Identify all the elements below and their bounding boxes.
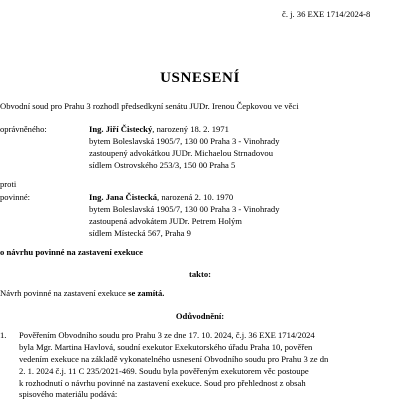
debtor-representation: zastoupená advokátem JUDr. Petrem Holým bbox=[89, 215, 242, 226]
reason-line: spisového materiálu podává: bbox=[19, 389, 118, 400]
debtor-name-line bbox=[89, 192, 280, 204]
reason-line: 2. 1. 2024 č.j. 11 C 235/2021-469. Soudu byla pověřeným exekutorem věc postoupe bbox=[19, 365, 309, 376]
case-reference: č. j. 36 EXE 1714/2024-8 bbox=[282, 9, 371, 19]
reason-line: k rozhodnutí o návrhu povinné na zastavení exekuce. Soud pro přehlednost z obsah bbox=[19, 377, 306, 388]
reason-line: byla Mgr. Martina Havlová, soudní exekutor Exekutorského úřadu Praha 10, pověřen bbox=[19, 341, 313, 352]
creditor-name-line bbox=[89, 124, 280, 136]
creditor-block bbox=[89, 124, 280, 171]
creditor-label: oprávněného: bbox=[0, 124, 47, 134]
takto-heading: takto: bbox=[189, 269, 211, 279]
debtor-address: bytem Boleslavská 1905/7, 130 00 Praha 3 - Vinohrady bbox=[89, 203, 280, 214]
debtor-born: , narozená 2. 10. 1970 bbox=[157, 192, 234, 202]
ruling-decision: se zamítá. bbox=[128, 288, 165, 298]
creditor-born: , narozený 18. 2. 1971 bbox=[152, 124, 229, 134]
ruling-statement bbox=[0, 288, 164, 300]
paragraph-number: 1. bbox=[0, 330, 7, 340]
creditor-representation: zastoupený advokátkou JUDr. Michaelou Strnadovou bbox=[89, 147, 274, 158]
debtor-name: Ing. Jana Čistecká bbox=[89, 192, 158, 202]
document-title: USNESENÍ bbox=[160, 70, 240, 86]
reasons-heading: Odůvodnění: bbox=[175, 311, 225, 321]
creditor-rep-address: sídlem Ostrovského 253/3, 150 00 Praha 5 bbox=[89, 159, 236, 170]
debtor-rep-address: sídlem Místecká 567, Praha 9 bbox=[89, 227, 191, 238]
ruling-text: Návrh povinné na zastavení exekuce bbox=[0, 288, 129, 298]
debtor-block bbox=[89, 192, 280, 239]
intro-sentence: Obvodní soud pro Prahu 3 rozhodl předsedkyní senátu JUDr. Irenou Čepkovou ve věci bbox=[0, 101, 299, 111]
debtor-label: povinné: bbox=[0, 192, 31, 202]
reason-line: Pověřením Obvodního soudu pro Prahu 3 ze dne 17. 10. 2024, č.j. 36 EXE 1714/2024 bbox=[19, 330, 315, 340]
motion-subject: o návrhu povinné na zastavení exekuce bbox=[0, 247, 144, 257]
reason-line: vedením exekuce na základě vykonatelného usnesení Obvodního soudu pro Prahu 3 ze dn bbox=[19, 353, 329, 364]
reason-paragraph bbox=[19, 330, 400, 401]
creditor-name: Ing. Jiří Čistecký bbox=[89, 124, 153, 134]
creditor-address: bytem Boleslavská 1905/7, 130 00 Praha 3 - Vinohrady bbox=[89, 135, 280, 146]
against-label: proti bbox=[0, 179, 17, 189]
